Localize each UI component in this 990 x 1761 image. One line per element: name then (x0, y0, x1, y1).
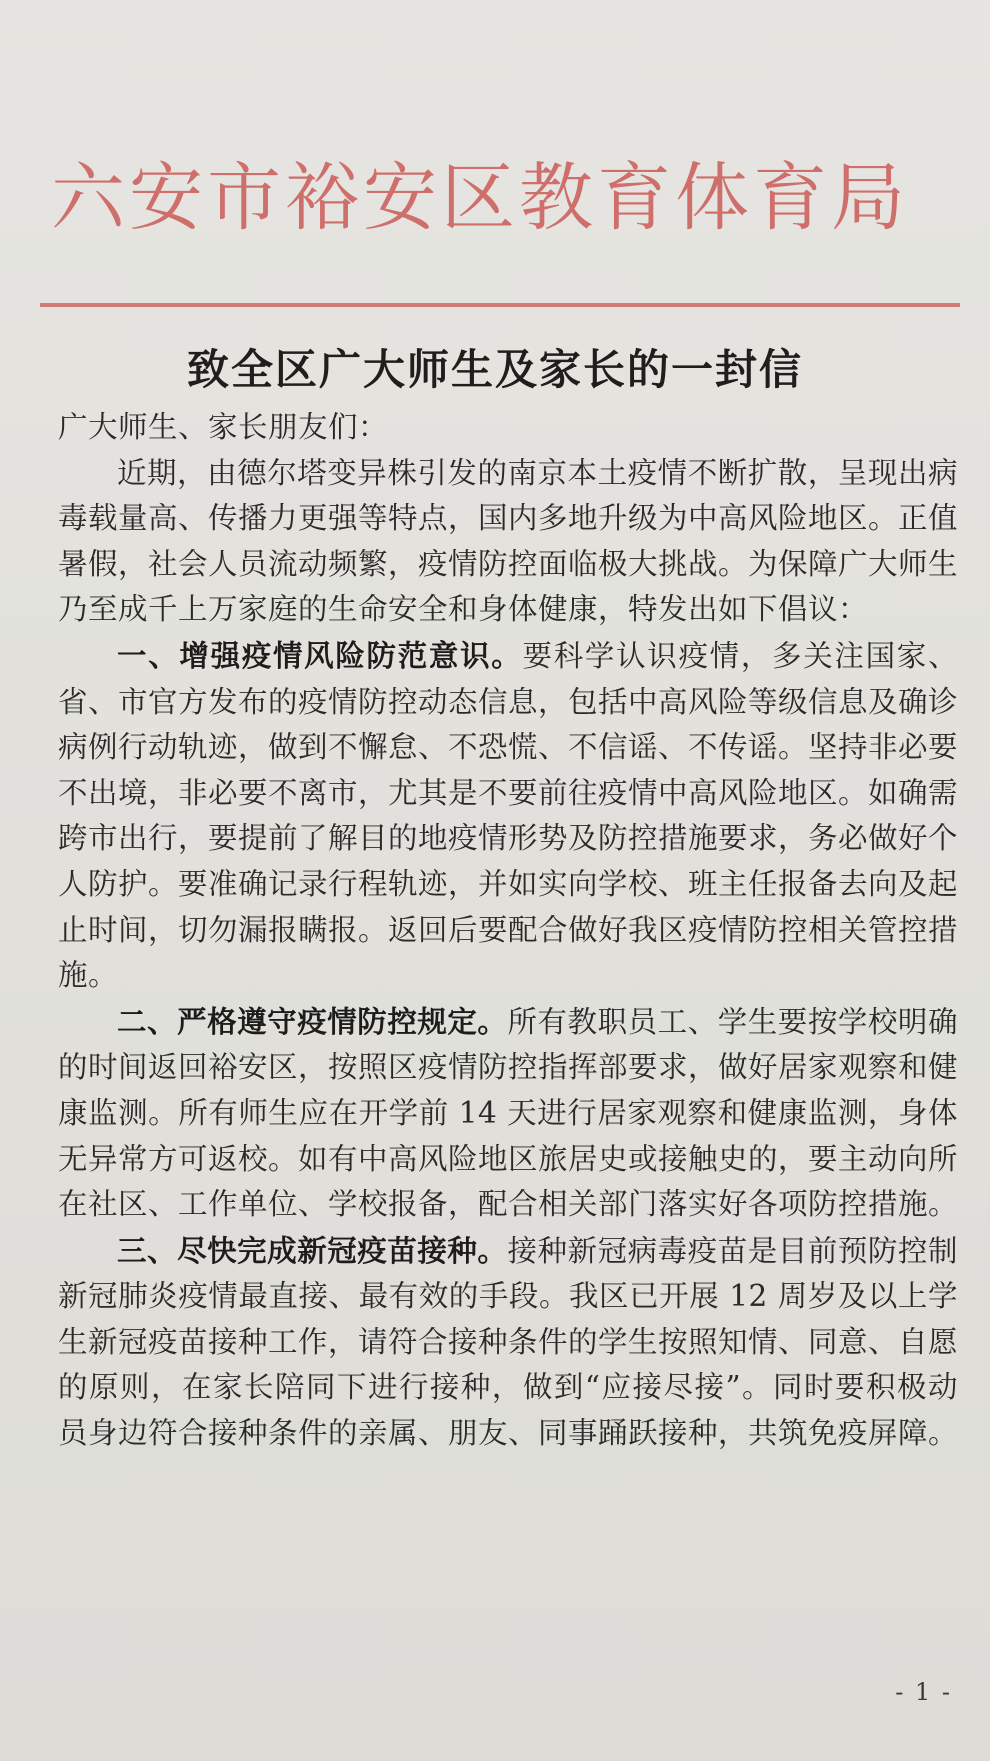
section-heading-3: 三、尽快完成新冠疫苗接种。 (117, 1232, 508, 1268)
section-text-1: 要科学认识疫情，多关注国家、省、市官方发布的疫情防控动态信息，包括中高风险等级信息及确诊病例行动轨迹，做到不懈怠、不恐慌、不信谣、不传谣。坚持非必要不出境，非必要不离市，尤其是不要前往疫情中高风险地区。如确需跨市出行，要提前了解目的地疫情形势及防控措施要求，务必做好个人防护。要准确记录行程轨迹，并如实向学校、班主任报备去向及起止时间，切勿漏报瞒报。返回后要配合做好我区疫情防控相关管控措施。 (58, 638, 959, 993)
letterhead-red-rule (40, 303, 960, 307)
salutation: 广大师生、家长朋友们： (58, 410, 389, 444)
section-text-3: 接种新冠病毒疫苗是目前预防控制新冠肺炎疫情最直接、最有效的手段。我区已开展 12 周岁及以上学生新冠疫苗接种工作，请符合接种条件的学生按照知情、同意、自愿的原则，在家长陪同下进行接种，做到“应接尽接”。同时要积极动员身边符合接种条件的亲属、朋友、同事踊跃接种，共筑免疫屏障。 (58, 1233, 959, 1451)
section-text-2: 所有教职员工、学生要按学校明确的时间返回裕安区，按照区疫情防控指挥部要求，做好居家观察和健康监测。所有师生应在开学前 14 天进行居家观察和健康监测，身体无异常方可返校。如有中高风险地区旅居史或接触史的，要主动向所在社区、工作单位、学校报备，配合相关部门落实好各项防控措施。 (58, 1004, 959, 1222)
section-heading-2: 二、严格遵守疫情防控规定。 (117, 1003, 508, 1039)
section-paragraph-2 (58, 999, 958, 1228)
section-paragraph-1 (58, 633, 958, 999)
agency-letterhead: 六安市裕安区教育体育局 (51, 155, 909, 241)
intro-paragraph: 近期，由德尔塔变异株引发的南京本土疫情不断扩散，呈现出病毒载量高、传播力更强等特点，国内多地升级为中高风险地区。正值暑假，社会人员流动频繁，疫情防控面临极大挑战。为保障广大师生乃至成千上万家庭的生命安全和身体健康，特发出如下倡议： (58, 455, 959, 627)
section-paragraph-3 (58, 1228, 958, 1457)
page-number: - 1 - (895, 1678, 952, 1706)
letter-title: 致全区广大师生及家长的一封信 (186, 345, 803, 394)
section-heading-1: 一、增强疫情风险防范意识。 (117, 637, 523, 673)
letter-body (58, 405, 958, 1457)
